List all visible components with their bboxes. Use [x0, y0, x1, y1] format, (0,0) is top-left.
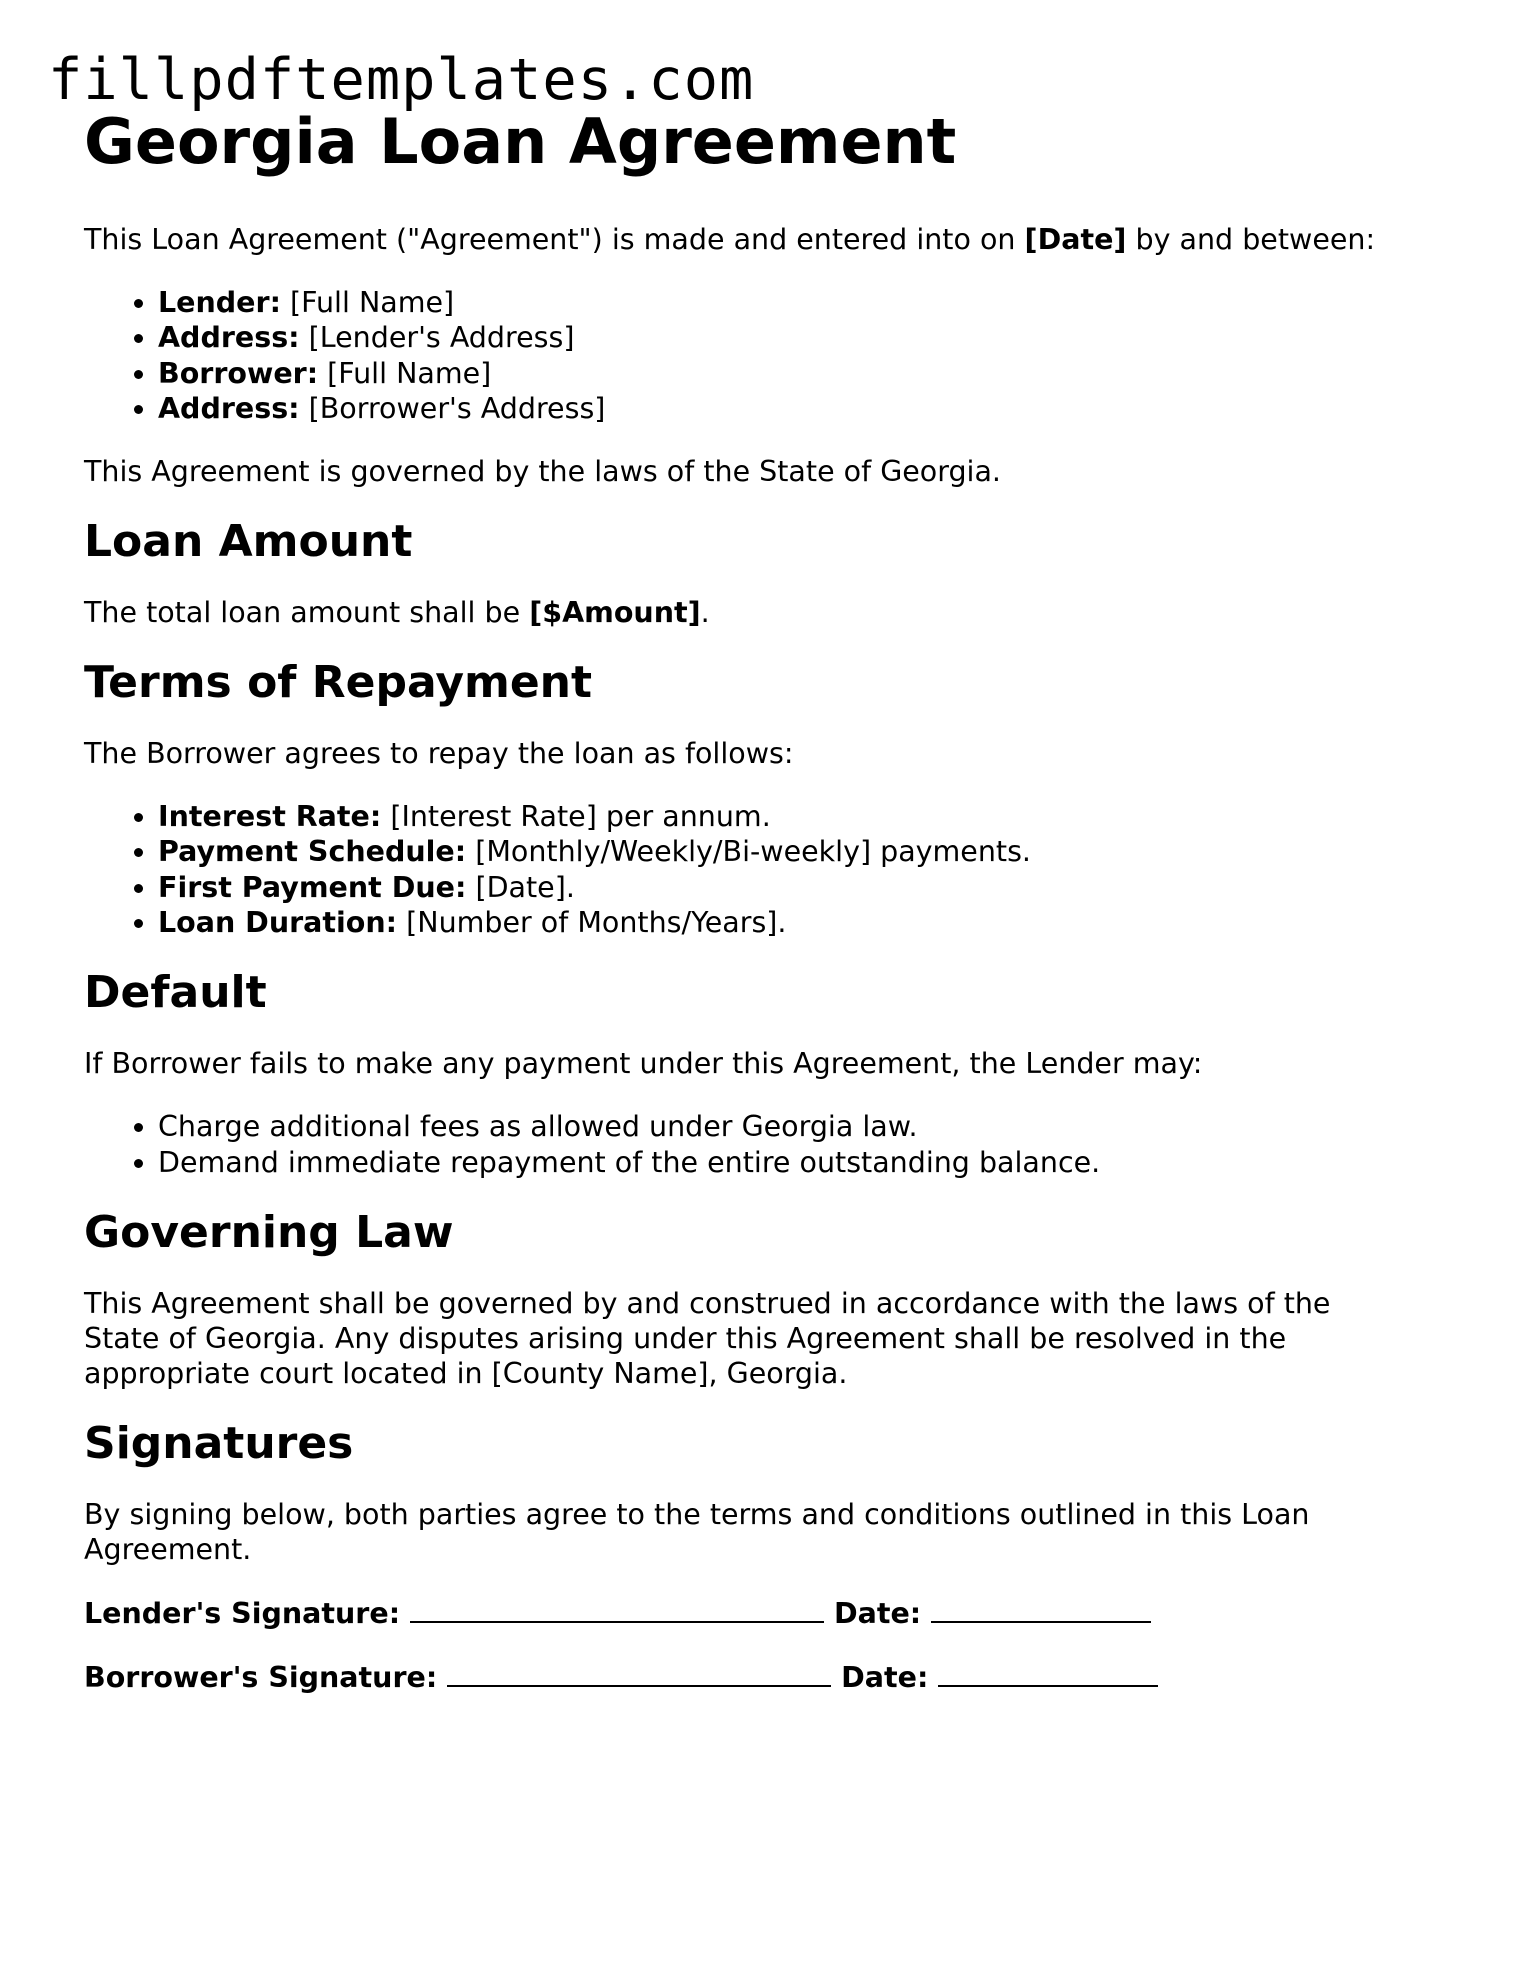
site-watermark: fillpdftemplates.com — [48, 47, 755, 113]
loan-amount-paragraph — [84, 595, 1454, 630]
document-body — [84, 104, 1454, 1695]
borrower-signature-label: Borrower's Signature: — [84, 1660, 438, 1694]
term-value: [Monthly/Weekly/Bi-weekly] payments. — [466, 835, 1031, 869]
default-remedies-list — [84, 1109, 1454, 1180]
repayment-intro: The Borrower agrees to repay the loan as follows: — [84, 737, 794, 771]
loan-amount-before: The total loan amount shall be — [84, 596, 530, 630]
party-value: [Borrower's Address] — [299, 391, 606, 425]
list-item — [158, 870, 1454, 905]
intro-text-before: This Loan Agreement ("Agreement") is made and entered into on — [84, 223, 1025, 256]
borrower-date-label: Date: — [841, 1660, 929, 1694]
governed-statement: This Agreement is governed by the laws of the State of Georgia. — [84, 455, 1001, 489]
list-item — [158, 834, 1454, 869]
section-heading-signatures: Signatures — [84, 1417, 354, 1469]
term-label: Payment Schedule: — [158, 835, 467, 869]
repayment-terms-list — [84, 799, 1454, 940]
section-heading-loan-amount: Loan Amount — [84, 516, 413, 568]
section-heading-governing-law: Governing Law — [84, 1206, 454, 1258]
lender-date-field[interactable] — [931, 1595, 1151, 1623]
party-value: [Full Name] — [318, 356, 492, 390]
section-heading-repayment: Terms of Repayment — [84, 657, 593, 709]
page-title: Georgia Loan Agreement — [84, 105, 957, 178]
term-label: Interest Rate: — [158, 800, 382, 834]
term-value: [Interest Rate] per annum. — [381, 800, 771, 834]
lender-date-label: Date: — [833, 1596, 922, 1630]
list-item: • Charge additional fees as allowed under Georgia law. — [158, 1109, 1454, 1144]
borrower-signature-line — [84, 1659, 1454, 1695]
borrower-signature-field[interactable] — [447, 1659, 831, 1687]
list-item — [158, 391, 1454, 426]
signatures-paragraph: By signing below, both parties agree to the terms and conditions outlined in this Loan Agreement. — [84, 1497, 1310, 1566]
list-item — [158, 799, 1454, 834]
term-label: Loan Duration: — [158, 906, 398, 940]
intro-date-placeholder: [Date] — [1024, 223, 1127, 256]
default-intro: If Borrower fails to make any payment under this Agreement, the Lender may: — [84, 1047, 1203, 1081]
term-label: First Payment Due: — [158, 870, 467, 904]
party-label: Lender: — [158, 286, 281, 319]
intro-text-after: by and between: — [1126, 223, 1376, 256]
party-value: [Lender's Address] — [299, 321, 575, 355]
list-item — [158, 356, 1454, 391]
loan-amount-after: . — [700, 596, 710, 630]
term-value: [Date]. — [466, 870, 575, 904]
lender-signature-field[interactable] — [410, 1595, 824, 1623]
party-label: Address: — [158, 321, 300, 355]
list-item — [158, 320, 1454, 355]
list-item — [158, 905, 1454, 940]
parties-list — [84, 285, 1454, 426]
section-heading-default: Default — [84, 967, 267, 1019]
term-value: [Number of Months/Years]. — [397, 906, 787, 940]
party-label: Borrower: — [158, 356, 319, 390]
list-item: • Demand immediate repayment of the entire outstanding balance. — [158, 1145, 1454, 1180]
intro-paragraph — [84, 222, 1454, 257]
lender-signature-line — [84, 1595, 1454, 1631]
loan-amount-placeholder: [$Amount] — [529, 596, 701, 630]
lender-signature-label: Lender's Signature: — [84, 1596, 401, 1630]
borrower-date-field[interactable] — [938, 1659, 1158, 1687]
party-value: [Full Name] — [280, 286, 455, 319]
party-label: Address: — [158, 391, 300, 425]
governing-law-paragraph: This Agreement shall be governed by and construed in accordance with the laws of the State of Georgia. Any disputes arising under this Agreement shall be resolved in the appropriate court located in [County Name], Georgia. — [84, 1286, 1331, 1390]
list-item — [158, 285, 1454, 320]
